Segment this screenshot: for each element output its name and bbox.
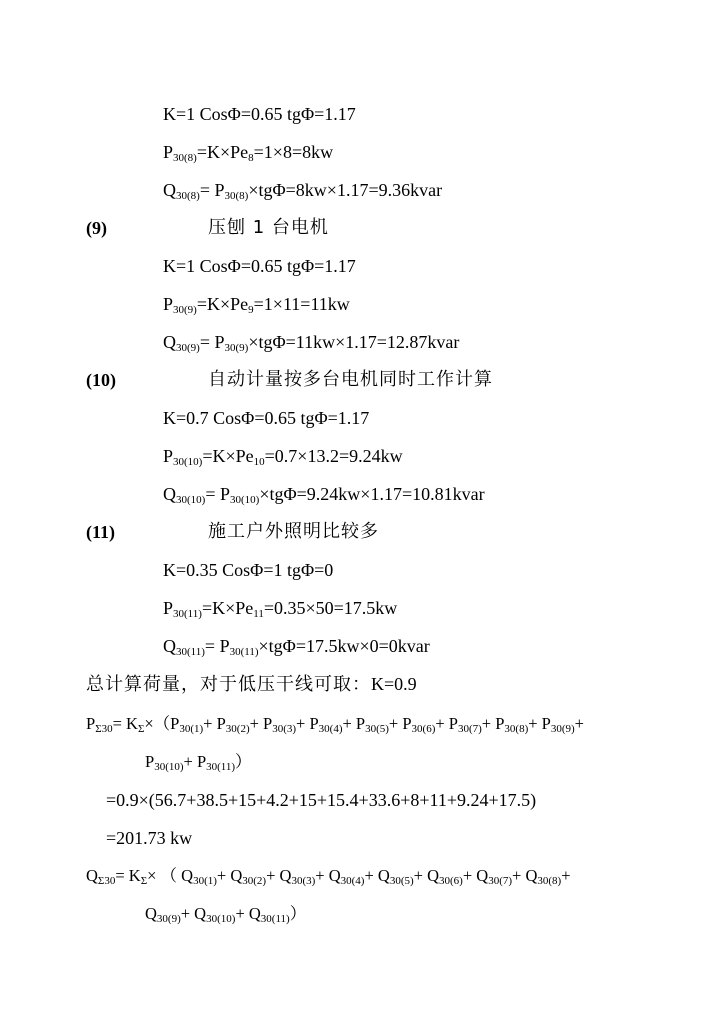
section-9-number: (9) <box>86 218 107 238</box>
q30-9-formula: $Q_{30(9)}=$ $P_{30(9)}\times tg\Phi=11kw\times 1.17=12.87kvar$ <box>163 332 460 354</box>
p-sum-result: =201.73 kw <box>106 828 193 848</box>
coefficients-9: K=1 CosΦ=0.65 tgΦ=1.17 <box>163 256 356 276</box>
q-sum-formula-cont: $Q_{30(9)}+ Q_{30(10)}+ Q_{30(11)}$） <box>145 904 307 925</box>
section-9-title: 压刨 1 台电机 <box>208 217 329 238</box>
q30-8-formula: $Q_{30(8)}=$ $P_{30(8)}\times tg\Phi=8kw\times 1.17=9.36kvar$ <box>163 180 443 202</box>
section-11-title: 施工户外照明比较多 <box>208 521 379 542</box>
p-sum-formula: $P_{\Sigma 30}= K_\Sigma\times(P_{30(1)}+ P_{30(2)}+ P_{30(3)}+ P_{30(4)}+ P_{30(5)}+ P_{30(6)}+ P_{30(7)}+ P_{30(8)}+ P_{30(9)}+$ <box>86 714 584 735</box>
section-11-number: (11) <box>86 522 115 542</box>
p30-8-formula: $P_{30(8)}=K\times Pe_8=1\times 8=8kw$ <box>163 142 334 164</box>
p30-11-formula: $P_{30(11)}=K\times Pe_{11}=0.35\times 50=17.5kw$ <box>163 598 398 620</box>
coefficients-10: K=0.7 CosΦ=0.65 tgΦ=1.17 <box>163 408 370 428</box>
p30-9-formula: $P_{30(9)}=K\times Pe_9=1\times 11=11kw$ <box>163 294 350 316</box>
q30-10-formula: $Q_{30(10)}=$ $P_{30(10)}\times tg\Phi=9.24kw\times 1.17=10.81kvar$ <box>163 484 485 506</box>
section-10-number: (10) <box>86 370 116 390</box>
p30-10-formula: $P_{30(10)}=K\times Pe_{10}=0.7\times 13.2=9.24kw$ <box>163 446 403 468</box>
section-10-title: 自动计量按多台电机同时工作计算 <box>208 369 493 390</box>
q-sum-formula: $Q_{\Sigma 30}= K_\Sigma\times$ （ $Q_{30(1)}+ Q_{30(2)}+ Q_{30(3)}+ Q_{30(4)}+ Q_{30(5)}+ Q_{30(6)}+ Q_{30(7)}+ Q_{30(8)}+$ <box>86 866 571 887</box>
total-load-heading: 总计算荷量，对于低压干线可取：K=0.9 <box>86 674 417 695</box>
q30-11-formula: $Q_{30(11)}=$ $P_{30(11)}\times tg\Phi=17.5kw\times 0=0kvar$ <box>163 636 430 658</box>
p-sum-calculation: =0.9×(56.7+38.5+15+4.2+15+15.4+33.6+8+11+9.24+17.5) <box>106 790 537 810</box>
coefficients-11: K=0.35 CosΦ=1 tgΦ=0 <box>163 560 334 580</box>
coefficients-8: K=1 CosΦ=0.65 tgΦ=1.17 <box>163 104 356 124</box>
p-sum-formula-cont: $P_{30(10)}+ P_{30(11)}$） <box>145 752 252 773</box>
